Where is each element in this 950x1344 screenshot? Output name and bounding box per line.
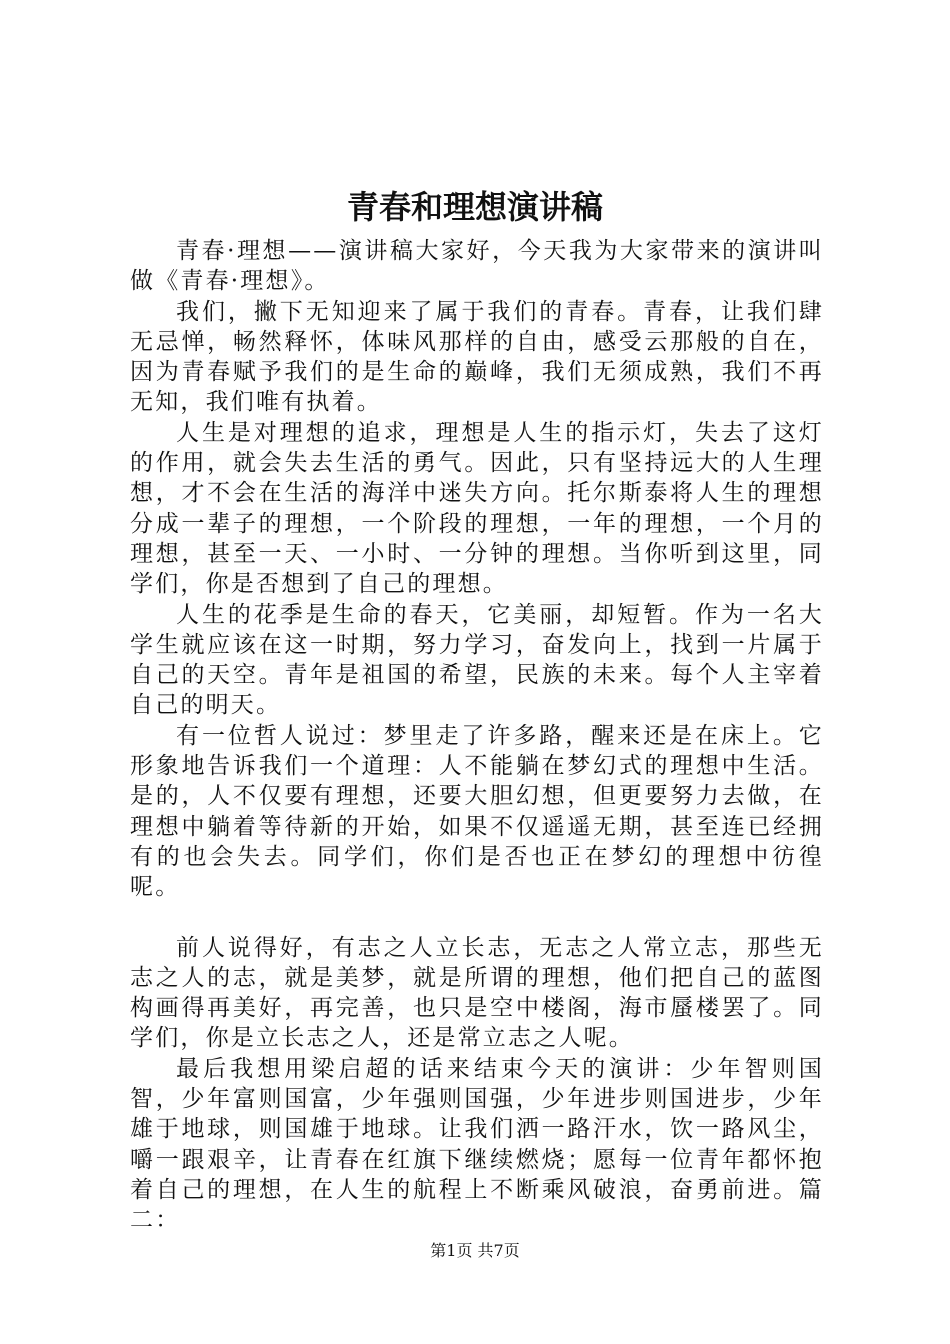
paragraph-intro: 青春·理想——演讲稿大家好，今天我为大家带来的演讲叫做《青春·理想》。 bbox=[130, 238, 824, 295]
paragraph-conclusion: 最后我想用梁启超的话来结束今天的演讲：少年智则国智，少年富则国富，少年强则国强，少年进步则国进步，少年雄于地球，则国雄于地球。让我们洒一路汗水，饮一路风尘，嚼一跟艰辛，让青春在红旗下继续燃烧；愿每一位青年都怀抱着自己的理想，在人生的航程上不断乘风破浪，奋勇前进。篇二： bbox=[130, 1055, 824, 1234]
document-body bbox=[130, 236, 824, 1236]
paragraph-flower-season: 人生的花季是生命的春天，它美丽，却短暂。作为一名大学生就应该在这一时期，努力学习，奋发向上，找到一片属于自己的天空。青年是祖国的希望，民族的未来。每个人主宰着自己的明天。 bbox=[130, 601, 824, 719]
paragraph-ideal: 人生是对理想的追求，理想是人生的指示灯，失去了这灯的作用，就会失去生活的勇气。因此，只有坚持远大的人生理想，才不会在生活的海洋中迷失方向。托尔斯泰将人生的理想分成一辈子的理想，一个阶段的理想，一年的理想，一个月的理想，甚至一天、一小时、一分钟的理想。当你听到这里，同学们，你是否想到了自己的理想。 bbox=[130, 419, 824, 598]
document-title: 青春和理想演讲稿 bbox=[346, 188, 603, 226]
paragraph-youth: 我们，撇下无知迎来了属于我们的青春。青春，让我们肆无忌惮，畅然释怀，体味风那样的自由，感受云那般的自在，因为青春赋予我们的是生命的巅峰，我们无须成熟，我们不再无知，我们唯有执着。 bbox=[130, 298, 824, 416]
page-number-footer: 第1页 共7页 bbox=[430, 1241, 520, 1260]
paragraph-ambition: 前人说得好，有志之人立长志，无志之人常立志，那些无志之人的志，就是美梦，就是所谓的理想，他们把自己的蓝图构画得再美好，再完善，也只是空中楼阁，海市蜃楼罢了。同学们，你是立长志之人，还是常立志之人呢。 bbox=[130, 934, 824, 1052]
paragraph-philosopher: 有一位哲人说过：梦里走了许多路，醒来还是在床上。它形象地告诉我们一个道理：人不能躺在梦幻式的理想中生活。是的，人不仅要有理想，还要大胆幻想，但更要努力去做，在理想中躺着等待新的开始，如果不仅遥遥无期，甚至连已经拥有的也会失去。同学们，你们是否也正在梦幻的理想中彷徨呢。 bbox=[130, 722, 824, 901]
